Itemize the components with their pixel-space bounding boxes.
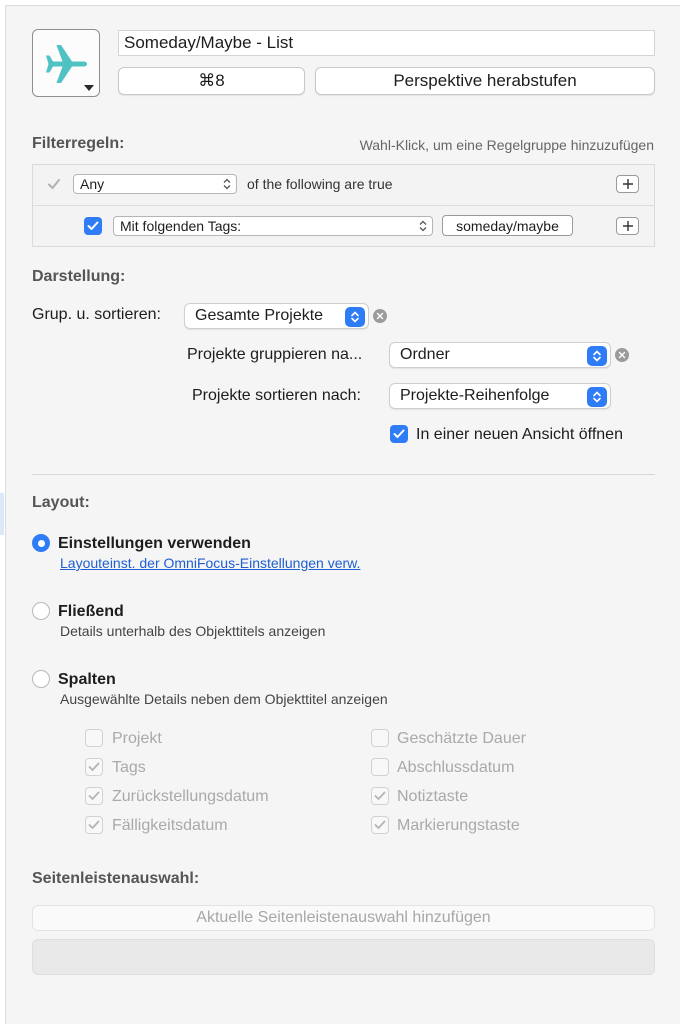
sidebar-selection-marker (0, 493, 4, 535)
group-projects-select[interactable] (389, 342, 611, 368)
group-sort-select[interactable] (184, 303, 369, 329)
sidebar-selection-heading: Seitenleistenauswahl: (32, 870, 200, 887)
clear-group-projects-button[interactable] (615, 348, 629, 362)
column-label-completion-date: Abschlussdatum (397, 759, 515, 776)
layout-option-fluid-radio[interactable] (32, 602, 50, 620)
column-label-estimated-duration: Geschätzte Dauer (397, 730, 526, 747)
column-label-note-button: Notiztaste (397, 788, 469, 805)
sidebar-selection-list (32, 939, 655, 975)
close-icon (376, 312, 384, 320)
checkmark-icon (374, 791, 386, 801)
rule-group-checkbox[interactable] (45, 175, 63, 193)
column-checkbox-completion-date[interactable] (371, 758, 389, 776)
updown-chevron-icon (345, 307, 365, 327)
open-new-view-checkbox[interactable] (390, 425, 408, 443)
column-label-defer-date: Zurückstellungsdatum (112, 788, 269, 805)
add-sidebar-selection-button[interactable]: Aktuelle Seitenleistenauswahl hinzufügen (32, 905, 655, 931)
checkmark-icon (88, 820, 100, 830)
updown-chevron-icon (587, 346, 607, 366)
layout-option-columns-title: Spalten (58, 671, 116, 688)
keyboard-shortcut-button[interactable]: ⌘8 (118, 67, 305, 95)
rule-checkbox[interactable] (84, 217, 102, 235)
column-label-tags: Tags (112, 759, 146, 776)
checkmark-icon (393, 429, 405, 439)
add-rule-button[interactable] (616, 217, 639, 235)
plus-icon (622, 220, 634, 232)
column-checkbox-tags[interactable] (85, 758, 103, 776)
column-checkbox-estimated-duration[interactable] (371, 729, 389, 747)
column-label-due-date: Fälligkeitsdatum (112, 817, 228, 834)
group-projects-value: Ordner (400, 346, 450, 363)
checkmark-icon (87, 221, 99, 231)
filter-rule-divider (33, 205, 654, 206)
filter-rules-heading: Filterregeln: (32, 135, 125, 152)
rule-quantifier-popup[interactable] (73, 174, 237, 194)
layout-option-fluid-title: Fließend (58, 603, 124, 620)
updown-chevron-icon (587, 387, 607, 407)
column-checkbox-defer-date[interactable] (85, 787, 103, 805)
checkmark-icon (88, 791, 100, 801)
rule-tag-token[interactable]: someday/maybe (442, 215, 573, 236)
checkmark-icon (47, 178, 61, 190)
column-label-flag-button: Markierungstaste (397, 817, 520, 834)
column-checkbox-flag-button[interactable] (371, 816, 389, 834)
clear-group-sort-button[interactable] (373, 309, 387, 323)
layout-option-default-title: Einstellungen verwenden (58, 535, 251, 552)
layout-option-columns-radio[interactable] (32, 670, 50, 688)
close-icon (618, 351, 626, 359)
column-checkbox-note-button[interactable] (371, 787, 389, 805)
column-label-project: Projekt (112, 730, 162, 747)
updown-chevron-icon (419, 220, 427, 232)
filter-rules-hint: Wahl-Klick, um eine Regelgruppe hinzuzufügen (359, 137, 654, 153)
rule-condition-popup[interactable] (113, 216, 433, 236)
group-projects-label: Projekte gruppieren na... (187, 346, 363, 363)
updown-chevron-icon (223, 178, 231, 190)
chevron-down-icon (84, 85, 94, 91)
perspective-title-input[interactable] (118, 30, 655, 56)
layout-option-fluid-desc: Details unterhalb des Objekttitels anzeigen (60, 623, 326, 639)
sort-projects-label: Projekte sortieren nach: (192, 387, 361, 404)
group-sort-value: Gesamte Projekte (195, 307, 324, 324)
layout-option-default-radio[interactable] (32, 534, 50, 552)
presentation-heading: Darstellung: (32, 268, 126, 285)
plus-icon (622, 178, 634, 190)
column-checkbox-due-date[interactable] (85, 816, 103, 834)
airplane-icon (44, 41, 90, 87)
rule-group-suffix: of the following are true (247, 176, 393, 192)
sort-projects-select[interactable] (389, 383, 611, 409)
perspective-icon-picker[interactable] (32, 29, 100, 97)
rule-condition-value: Mit folgenden Tags: (120, 218, 242, 234)
add-rule-group-button[interactable] (616, 175, 639, 193)
sort-projects-value: Projekte-Reihenfolge (400, 387, 550, 404)
section-divider (32, 474, 655, 475)
column-checkbox-project[interactable] (85, 729, 103, 747)
omnifocus-settings-link[interactable]: Layouteinst. der OmniFocus-Einstellungen verw. (60, 555, 361, 571)
demote-perspective-button[interactable]: Perspektive herabstufen (315, 67, 655, 95)
checkmark-icon (374, 820, 386, 830)
group-sort-label: Grup. u. sortieren: (32, 306, 161, 323)
rule-quantifier-value: Any (80, 176, 105, 192)
layout-heading: Layout: (32, 494, 90, 511)
layout-option-columns-desc: Ausgewählte Details neben dem Objekttitel anzeigen (60, 691, 388, 707)
open-new-view-label: In einer neuen Ansicht öffnen (416, 426, 623, 443)
checkmark-icon (88, 762, 100, 772)
